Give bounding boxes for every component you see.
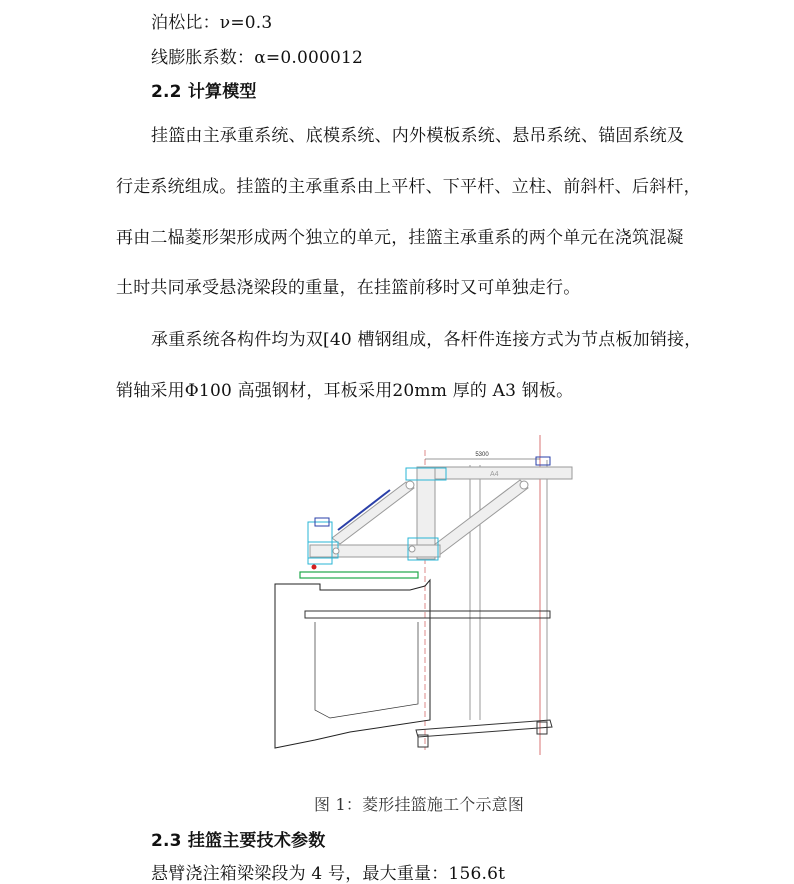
- body-paragraph-2-line-2: 销轴采用Φ100 高强钢材，耳板采用20mm 厚的 A3 钢板。: [116, 381, 574, 401]
- body-paragraph-1-line-2: 行走系统组成。挂篮的主承重系由上平杆、下平杆、立柱、前斜杆、后斜杆，: [116, 177, 701, 197]
- box-girder-inner: [315, 622, 418, 718]
- deck-plank: [305, 611, 550, 618]
- walking-track: [300, 572, 418, 578]
- body-paragraph-1-line-4: 土时共同承受悬浇梁段的重量，在挂篮前移时又可单独走行。: [116, 278, 581, 298]
- dimension-label: 5300: [475, 452, 489, 458]
- pin-joint-lower-right: [409, 546, 415, 552]
- technical-parameter-line-1: 悬臂浇注箱梁梁段为 4 号，最大重量：156.6t: [151, 864, 506, 884]
- body-paragraph-1-line-1: 挂篮由主承重系统、底模系统、内外模板系统、悬吊系统、锚固系统及: [151, 126, 685, 146]
- figure-caption: 图 1：菱形挂篮施工个示意图: [314, 795, 525, 814]
- body-paragraph-2-line-1: 承重系统各构件均为双[40 槽钢组成，各杆件连接方式为节点板加销接，: [151, 330, 702, 350]
- pin-joint-lower-left: [333, 548, 339, 554]
- bottom-formwork: [416, 720, 552, 737]
- section-heading-2-3: 2.3 挂篮主要技术参数: [151, 831, 326, 851]
- box-girder-outline: [275, 580, 430, 748]
- front-hanger-top: [536, 457, 550, 465]
- pin-joint-rear: [406, 481, 414, 489]
- poisson-ratio: 泊松比：ν=0.3: [151, 13, 273, 33]
- rear-diagonal: [332, 482, 414, 544]
- front-diagonal: [430, 480, 528, 556]
- member-label: A4: [490, 471, 499, 478]
- lower-chord: [310, 545, 440, 557]
- pin-joint-front: [520, 481, 528, 489]
- anchor-marker: [312, 565, 317, 570]
- section-heading-2-2: 2.2 计算模型: [151, 82, 257, 102]
- body-paragraph-1-line-3: 再由二榀菱形架形成两个独立的单元，挂篮主承重系的两个单元在浇筑混凝: [116, 228, 684, 248]
- diamond-hanging-basket-diagram: [270, 430, 590, 760]
- expansion-coefficient: 线膨胀系数：α=0.000012: [151, 48, 364, 68]
